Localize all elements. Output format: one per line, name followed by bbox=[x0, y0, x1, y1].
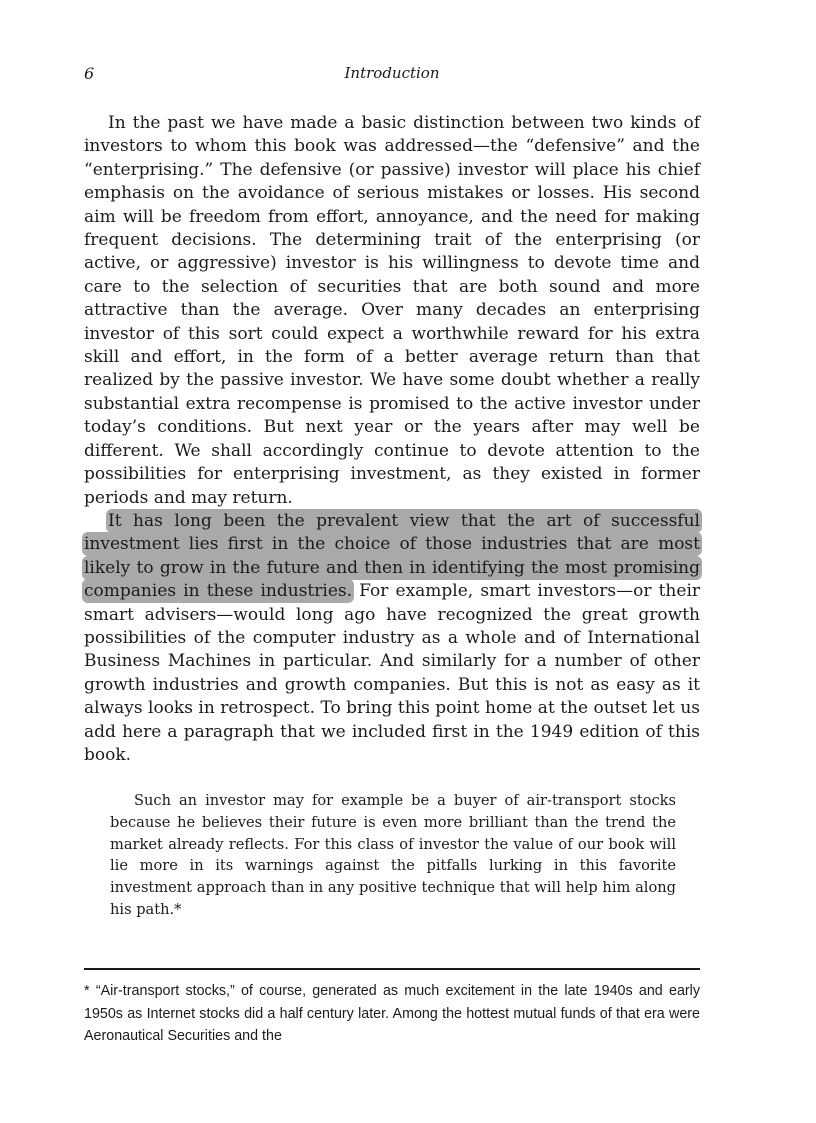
paragraph: In the past we have made a basic distinction between two kinds of investors to whom this book was addressed—the “defensive” and the “enterprising.” The defensive (or passive) investor will place his chief emphasis on the avoidance of serious mistakes or losses. His second aim will be freedom from effort, annoyance, and the need for making frequent decisions. The determining trait of the enterprising (or active, or aggressive) investor is his willingness to devote time and care to the selection of securities that are both sound and more attractive than the average. Over many decades an enterprising investor of this sort could expect a worthwhile reward for his extra skill and effort, in the form of a better average return than that realized by the passive investor. We have some doubt whether a really substantial extra recompense is promised to the active investor under today’s conditions. But next year or the years after may well be different. We shall accordingly continue to devote attention to the possibilities for enterprising investment, as they existed in former periods and may return. bbox=[84, 113, 700, 508]
page-number: 6 bbox=[84, 64, 95, 83]
highlighted-passage[interactable]: It has long been the prevalent view that the art of successful investment lies first in the choice of those industries that are most likely to grow in the future and then in identifying the most promising companies in these industries. bbox=[84, 510, 700, 602]
running-head: Introduction bbox=[344, 64, 440, 82]
footnote bbox=[84, 980, 700, 1048]
paragraph bbox=[84, 510, 700, 767]
quote-paragraph: Such an investor may for example be a buyer of air-transport stocks because he believes their future is even more brilliant than the trend the market already reflects. For this class of investor the value of our book will lie more in its warnings against the pitfalls lurking in this favorite investment approach than in any positive technique that will help him along his path.* bbox=[110, 792, 676, 918]
footnote-text: * “Air-transport stocks,” of course, generated as much excitement in the late 1940s and early 1950s as Internet stocks did a half century later. Among the hottest mutual funds of that era were Aeronautical Securities and the bbox=[84, 983, 700, 1045]
footnote-divider bbox=[84, 968, 700, 970]
paragraph-continuation: For example, smart investors—or their smart advisers—would long ago have recognized the great growth possibilities of the computer industry as a whole and of International Business Machines in particular. And similarly for a number of other growth industries and growth companies. But this is not as easy as it always looks in retrospect. To bring this point home at the outset let us add here a paragraph that we included first in the 1949 edition of this book. bbox=[84, 581, 701, 765]
body-text bbox=[84, 112, 700, 767]
block-quote bbox=[110, 790, 676, 921]
page-header bbox=[84, 64, 700, 90]
